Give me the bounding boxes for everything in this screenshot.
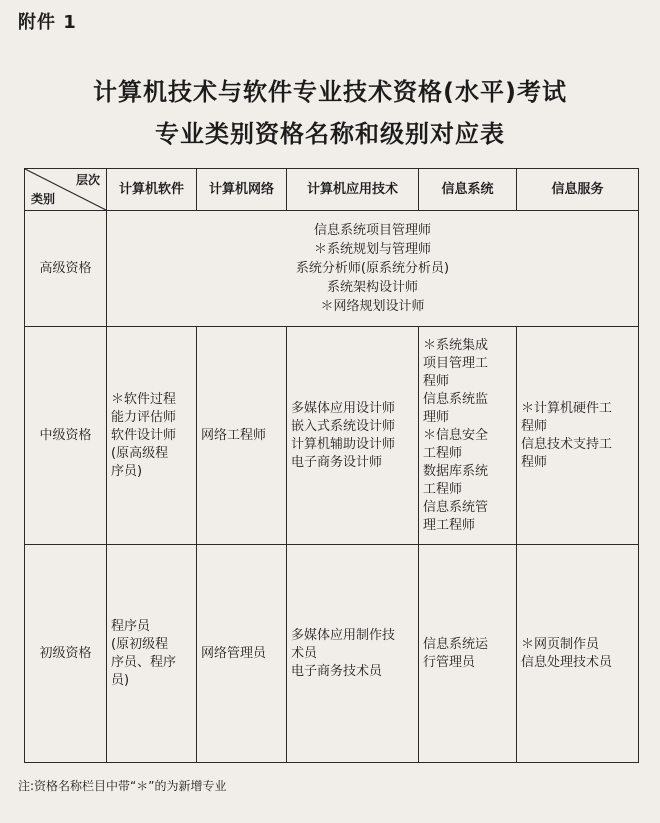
list-item: 程师: [423, 373, 450, 389]
attachment-label: 附件 1: [18, 12, 77, 33]
list-item: 项目管理工: [423, 355, 489, 371]
list-item: 软件设计师: [111, 427, 177, 443]
list-item: 程师: [521, 454, 548, 470]
list-item: 序员、程序: [111, 654, 177, 670]
list-item: 理工程师: [423, 517, 476, 533]
list-item: ＊系统集成: [423, 337, 489, 353]
document-title: 计算机技术与软件专业技术资格(水平)考试: [93, 78, 567, 106]
column-header: 计算机网络: [197, 169, 287, 211]
application-cell: [287, 327, 419, 545]
list-item: 行管理员: [423, 654, 476, 670]
list-item: 序员): [111, 463, 143, 479]
list-item: 嵌入式系统设计师: [291, 418, 396, 434]
network-cell: [197, 327, 287, 545]
table-row-intermediate: [25, 327, 639, 545]
list-item: 系统分析师(原系统分析员): [295, 261, 450, 276]
software-cell: [107, 327, 197, 545]
list-item: 电子商务设计师: [291, 454, 383, 470]
info-service-cell: [517, 327, 639, 545]
corner-label-category: 类别: [31, 192, 56, 206]
list-item: 系统架构设计师: [326, 280, 418, 295]
list-item: 网络工程师: [201, 427, 267, 443]
list-item: 网络管理员: [201, 645, 267, 661]
list-item: (原初级程: [111, 636, 169, 652]
column-header: 信息系统: [419, 169, 517, 211]
list-item: 信息系统运: [423, 636, 489, 652]
column-header: 信息服务: [517, 169, 639, 211]
senior-qualifications-cell: [107, 211, 639, 327]
list-item: ＊信息安全: [423, 427, 489, 443]
list-item: 工程师: [423, 481, 463, 497]
footnote: 注:资格名称栏目中带“＊”的为新增专业: [18, 779, 227, 793]
list-item: 程序员: [111, 618, 151, 634]
column-header: 计算机应用技术: [287, 169, 419, 211]
info-system-cell: [419, 327, 517, 545]
table-header-row: [25, 169, 639, 211]
list-item: ＊系统规划与管理师: [313, 242, 431, 257]
list-item: 信息系统管: [423, 499, 489, 515]
software-cell: [107, 545, 197, 763]
level-label: 中级资格: [25, 327, 107, 545]
list-item: ＊网页制作员: [521, 636, 600, 652]
level-label: 高级资格: [25, 211, 107, 327]
list-item: 工程师: [423, 445, 463, 461]
qualification-table: [24, 168, 639, 763]
info-service-cell: [517, 545, 639, 763]
level-label: 初级资格: [25, 545, 107, 763]
list-item: 计算机辅助设计师: [291, 436, 396, 452]
list-item: 信息处理技术员: [521, 654, 613, 670]
list-item: 信息系统监: [423, 391, 489, 407]
list-item: 电子商务技术员: [291, 663, 383, 679]
info-system-cell: [419, 545, 517, 763]
table-row-junior: [25, 545, 639, 763]
document-subtitle: 专业类别资格名称和级别对应表: [155, 120, 505, 148]
list-item: 员): [111, 672, 130, 688]
table-row-senior: [25, 211, 639, 327]
list-item: 多媒体应用制作技: [291, 627, 396, 643]
network-cell: [197, 545, 287, 763]
list-item: 程师: [521, 418, 548, 434]
column-header: 计算机软件: [107, 169, 197, 211]
list-item: 数据库系统: [423, 463, 489, 479]
list-item: 术员: [291, 645, 318, 661]
list-item: ＊计算机硬件工: [521, 400, 613, 416]
corner-header-cell: [25, 169, 107, 211]
application-cell: [287, 545, 419, 763]
corner-label-level: 层次: [75, 173, 100, 187]
list-item: (原高级程: [111, 445, 169, 461]
list-item: ＊网络规划设计师: [320, 299, 425, 314]
list-item: 信息系统项目管理师: [313, 223, 431, 238]
list-item: 多媒体应用设计师: [291, 400, 396, 416]
list-item: ＊软件过程: [111, 391, 177, 407]
list-item: 信息技术支持工: [521, 436, 613, 452]
list-item: 能力评估师: [111, 409, 177, 425]
list-item: 理师: [423, 409, 450, 425]
